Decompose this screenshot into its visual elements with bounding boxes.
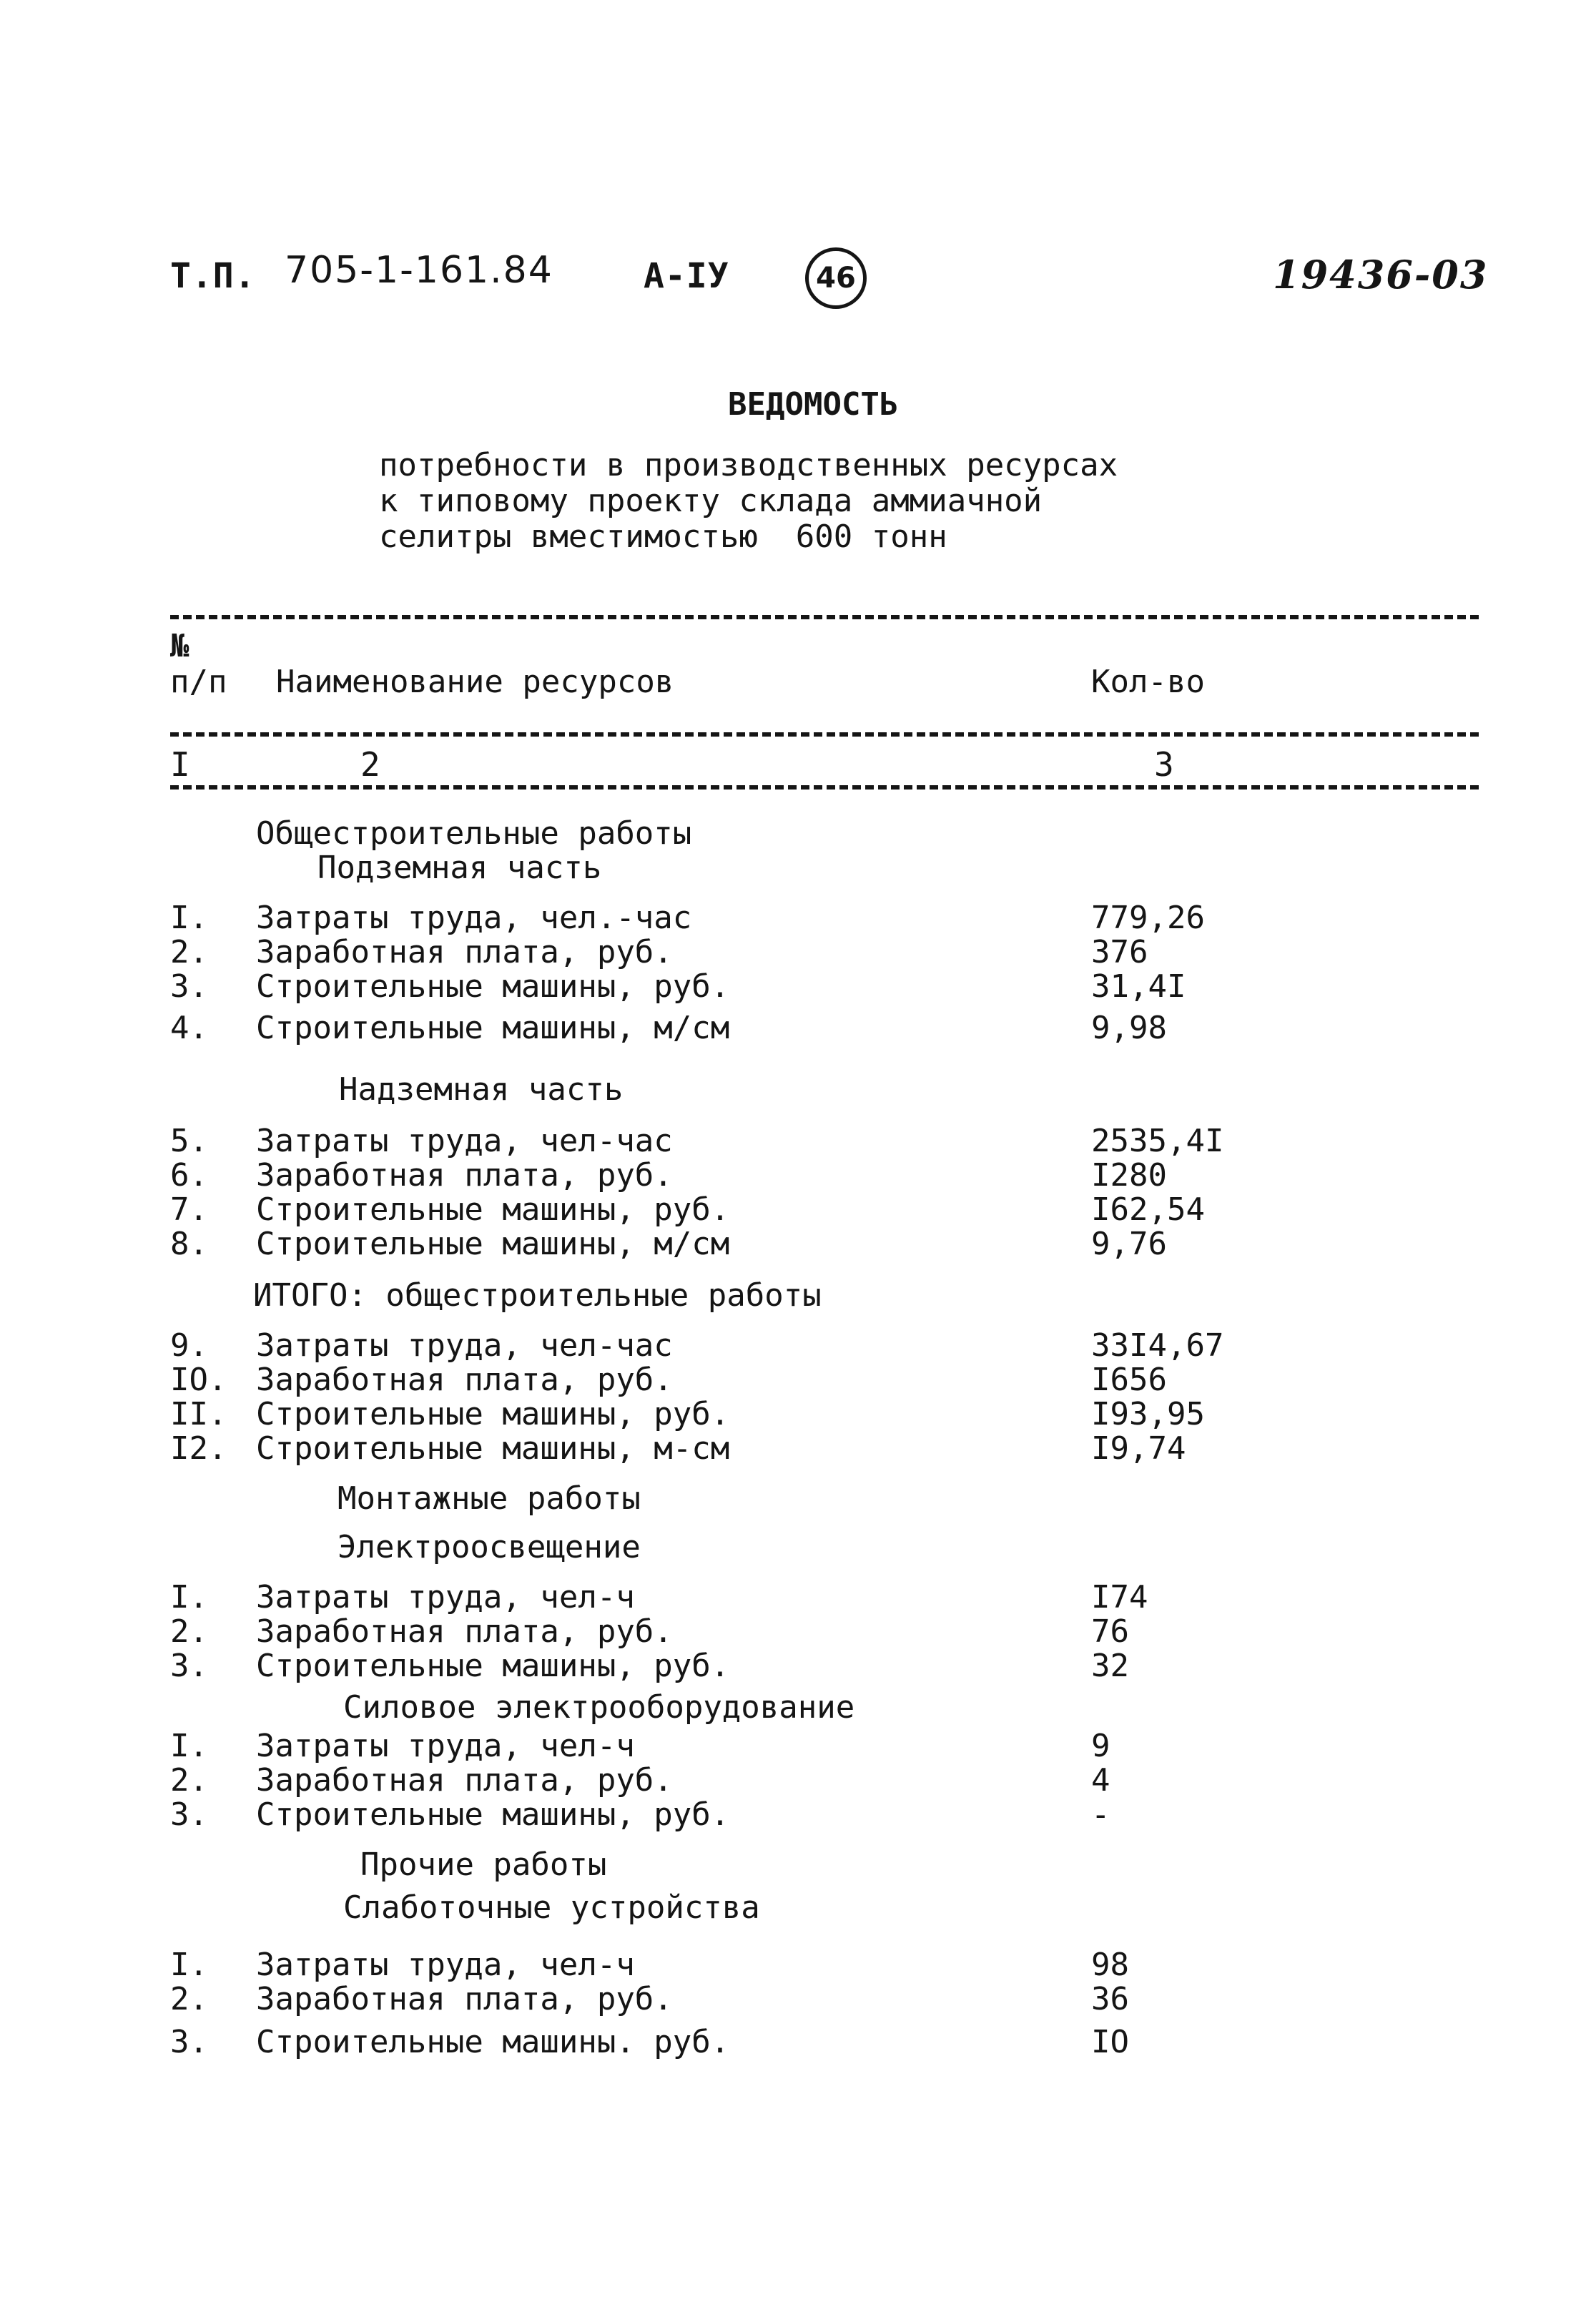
project-prefix: Т.П. <box>170 256 256 296</box>
row-name: Строительные машины, м-см <box>256 1430 730 1467</box>
row-number: 2. <box>170 1613 208 1650</box>
row-qty: I656 <box>1091 1362 1167 1398</box>
album-code: А-IУ <box>644 256 729 296</box>
project-code: 705-1-161.84 <box>285 249 553 292</box>
table-row <box>170 1579 1479 1613</box>
row-qty: I62,54 <box>1091 1191 1205 1228</box>
row-qty: 779,26 <box>1091 900 1205 936</box>
row-name: Затраты труда, чел-час <box>256 1123 673 1159</box>
section-title: Подземная часть <box>317 850 602 886</box>
row-name: Заработная плата, руб. <box>256 1981 673 2017</box>
row-number: 9. <box>170 1327 208 1364</box>
column-numbers-rule <box>170 785 1479 790</box>
section-title: ИТОГО: общестроительные работы <box>253 1277 822 1314</box>
table-row <box>170 1430 1479 1465</box>
table-row <box>170 1362 1479 1396</box>
table-row <box>170 1123 1479 1157</box>
row-name: Заработная плата, руб. <box>256 1762 673 1799</box>
row-number: II. <box>170 1396 227 1432</box>
row-number: 5. <box>170 1123 208 1159</box>
section-title: Силовое электрооборудование <box>343 1689 855 1726</box>
row-number: I2. <box>170 1430 227 1467</box>
row-qty: I74 <box>1091 1579 1148 1615</box>
row-number: 2. <box>170 1981 208 2017</box>
table-top-rule <box>170 615 1479 619</box>
table-row <box>170 1613 1479 1648</box>
row-qty: 33I4,67 <box>1091 1327 1224 1364</box>
row-number: I. <box>170 1947 208 1983</box>
row-name: Заработная плата, руб. <box>256 1613 673 1650</box>
row-number: 2. <box>170 1762 208 1799</box>
row-qty: 31,4I <box>1091 968 1186 1005</box>
row-number: 2. <box>170 934 208 970</box>
row-number: 3. <box>170 2024 208 2060</box>
column-number-1: I <box>170 745 190 784</box>
row-qty: 36 <box>1091 1981 1129 2017</box>
section-title: Общестроительные работы <box>256 815 692 852</box>
row-qty: 9,76 <box>1091 1226 1167 1262</box>
document-subtitle-line-1: потребности в производственных ресурсах <box>379 447 1118 483</box>
table-row <box>170 1762 1479 1799</box>
row-number: 4. <box>170 1010 208 1046</box>
column-number-3: 3 <box>1154 745 1174 784</box>
row-qty: 9 <box>1091 1728 1110 1764</box>
row-number: 3. <box>170 968 208 1005</box>
column-qty-label: Кол-во <box>1091 664 1205 700</box>
table-row <box>170 1226 1479 1260</box>
section-title: Монтажные работы <box>338 1480 641 1517</box>
row-name: Строительные машины, м/см <box>256 1010 730 1046</box>
row-number: I. <box>170 900 208 936</box>
row-name: Затраты труда, чел-час <box>256 1327 673 1364</box>
page-number: 46 <box>816 262 856 295</box>
section-title: Надземная часть <box>339 1071 624 1108</box>
row-name: Затраты труда, чел-ч <box>256 1728 635 1764</box>
row-qty: I280 <box>1091 1157 1167 1194</box>
row-qty: 4 <box>1091 1762 1110 1799</box>
row-name: Строительные машины, руб. <box>256 1396 730 1432</box>
table-row <box>170 2024 1479 2058</box>
row-qty: I93,95 <box>1091 1396 1205 1432</box>
page-number-stamp <box>805 247 867 309</box>
section-title: Электроосвещение <box>338 1529 641 1565</box>
row-name: Строительные машины, м/см <box>256 1226 730 1262</box>
section-title: Прочие работы <box>360 1846 607 1883</box>
inventory-number: 19436-03 <box>1273 252 1489 297</box>
table-row <box>170 1191 1479 1226</box>
row-number: IO. <box>170 1362 227 1398</box>
row-number: 3. <box>170 1648 208 1684</box>
row-number: 8. <box>170 1226 208 1262</box>
row-qty: 2535,4I <box>1091 1123 1224 1159</box>
document-title: ВЕДОМОСТЬ <box>728 386 899 423</box>
table-row <box>170 1396 1479 1430</box>
row-number: I. <box>170 1579 208 1615</box>
table-row <box>170 934 1479 968</box>
table-row <box>170 1981 1479 2015</box>
row-qty: 376 <box>1091 934 1148 970</box>
row-number: I. <box>170 1728 208 1764</box>
row-name: Заработная плата, руб. <box>256 1362 673 1398</box>
row-qty: - <box>1091 1796 1110 1833</box>
row-name: Строительные машины. руб. <box>256 2024 730 2060</box>
row-name: Строительные машины, руб. <box>256 1796 730 1833</box>
table-row <box>170 968 1479 1003</box>
section-title: Слаботочные устройства <box>343 1889 760 1926</box>
row-qty: 32 <box>1091 1648 1129 1684</box>
row-name: Заработная плата, руб. <box>256 1157 673 1194</box>
row-name: Строительные машины, руб. <box>256 968 730 1005</box>
row-qty: 98 <box>1091 1947 1129 1983</box>
row-qty: 76 <box>1091 1613 1129 1650</box>
row-name: Затраты труда, чел-ч <box>256 1947 635 1983</box>
column-name-label: Наименование ресурсов <box>276 664 674 700</box>
table-row <box>170 1010 1479 1044</box>
row-name: Строительные машины, руб. <box>256 1648 730 1684</box>
table-row <box>170 900 1479 934</box>
table-row <box>170 1728 1479 1762</box>
table-header-rule <box>170 732 1479 737</box>
table-row <box>170 1648 1479 1682</box>
table-row <box>170 1796 1479 1831</box>
row-name: Строительные машины, руб. <box>256 1191 730 1228</box>
column-no-label-top: № <box>170 628 189 664</box>
row-qty: IO <box>1091 2024 1129 2060</box>
document-subtitle-line-3: селитры вместимостью 600 тонн <box>379 518 947 555</box>
row-name: Затраты труда, чел.-час <box>256 900 692 936</box>
document-subtitle-line-2: к типовому проекту склада аммиачной <box>379 483 1043 519</box>
row-qty: I9,74 <box>1091 1430 1186 1467</box>
table-row <box>170 1947 1479 1981</box>
row-number: 6. <box>170 1157 208 1194</box>
row-number: 3. <box>170 1796 208 1833</box>
table-row <box>170 1327 1479 1362</box>
column-no-label-bottom: п/п <box>170 664 227 700</box>
row-name: Заработная плата, руб. <box>256 934 673 970</box>
table-row <box>170 1157 1479 1194</box>
row-qty: 9,98 <box>1091 1010 1167 1046</box>
column-number-2: 2 <box>360 745 380 784</box>
row-number: 7. <box>170 1191 208 1228</box>
row-name: Затраты труда, чел-ч <box>256 1579 635 1615</box>
